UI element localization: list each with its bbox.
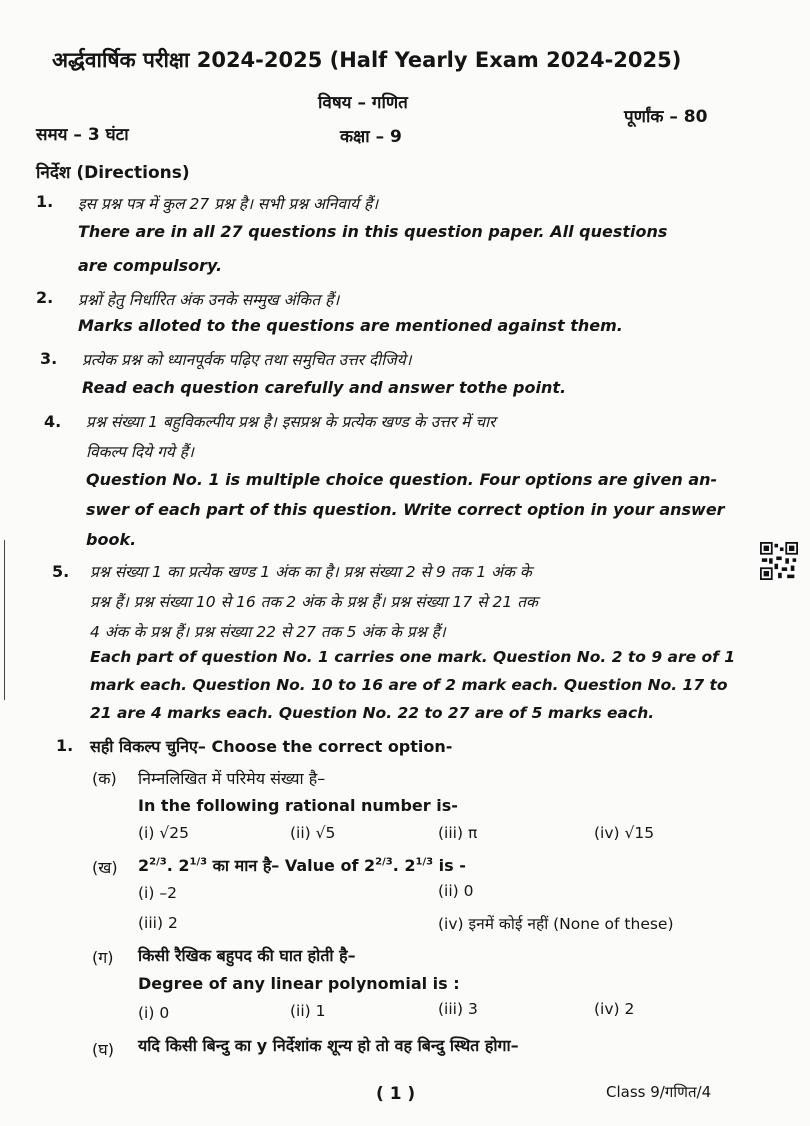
direction-number: 4. [44,412,62,431]
part-label: (घ) [92,1040,114,1059]
direction-hindi: प्रत्येक प्रश्न को ध्यानपूर्वक पढ़िए तथा समुचित उत्तर दीजिये। [82,351,412,369]
part-question-hindi: यदि किसी बिन्दु का y निर्देशांक शून्य हो तो वह बिन्दु स्थित होगा– [138,1036,519,1055]
exam-title: अर्द्धवार्षिक परीक्षा 2024-2025 (Half Yearly Exam 2024-2025) [52,48,682,72]
direction-hindi: प्रश्न संख्या 1 बहुविकल्पीय प्रश्न है। इसप्रश्न के प्रत्येक खण्ड के उत्तर में चार [86,413,496,431]
part-question-hindi: किसी रैखिक बहुपद की घात होती है– [138,946,356,965]
option: (iii) 3 [438,1000,478,1018]
direction-hindi: प्रश्न संख्या 1 का प्रत्येक खण्ड 1 अंक का है। प्रश्न संख्या 2 से 9 तक 1 अंक के [90,563,532,581]
paper-code: Class 9/गणित/4 [606,1083,712,1101]
direction-english: swer of each part of this question. Write correct option in your answer [86,500,725,519]
time-label: समय – 3 घंटा [36,125,129,145]
direction-english: 21 are 4 marks each. Question No. 22 to 27 are of 5 marks each. [90,704,655,722]
direction-english: Each part of question No. 1 carries one mark. Question No. 2 to 9 are of 1 [90,648,736,666]
direction-number: 1. [36,192,54,211]
question-prompt: सही विकल्प चुनिए– Choose the correct option- [90,737,453,756]
direction-english: are compulsory. [78,256,223,275]
part-label: (ग) [92,948,114,967]
part-question-hindi: निम्नलिखित में परिमेय संख्या है– [138,769,326,788]
part-question-english: In the following rational number is- [138,796,458,815]
part-question-english: Degree of any linear polynomial is : [138,974,460,993]
direction-english: Read each question carefully and answer tothe point. [82,378,567,397]
direction-number: 2. [36,288,54,307]
max-marks-label: पूर्णांक – 80 [624,107,708,127]
qr-code-icon [760,542,798,580]
direction-number: 5. [52,562,70,581]
subject-label: विषय – गणित [318,93,408,113]
direction-hindi: विकल्प दिये गये हैं। [86,443,194,461]
directions-heading: निर्देश (Directions) [36,163,190,183]
direction-hindi: इस प्रश्न पत्र में कुल 27 प्रश्न है। सभी प्रश्न अनिवार्य हैं। [78,195,379,213]
option: (ii) √5 [290,824,336,842]
part-question-expression: $2^{2/3}$. $2^{1/3}$ का मान है– Value of $2^{2/3}$. $2^{1/3}$ is - [138,856,466,875]
scan-edge-mark [4,540,5,700]
option: (i) 0 [138,1004,170,1022]
option: (iii) 2 [138,914,178,932]
option: (ii) 1 [290,1002,326,1020]
direction-hindi: 4 अंक के प्रश्न हैं। प्रश्न संख्या 22 से 27 तक 5 अंक के प्रश्न हैं। [90,623,446,641]
part-label: (ख) [92,858,118,877]
direction-hindi: प्रश्नों हेतु निर्धारित अंक उनके सम्मुख अंकित हैं। [78,291,340,309]
page-number: ( 1 ) [376,1084,416,1104]
part-label: (क) [92,769,117,788]
option: (iv) इनमें कोई नहीं (None of these) [438,915,674,933]
direction-english: Marks alloted to the questions are mentioned against them. [78,316,623,335]
direction-english: book. [86,530,137,549]
direction-english: There are in all 27 questions in this question paper. All questions [78,222,668,241]
direction-number: 3. [40,349,58,368]
direction-english: mark each. Question No. 10 to 16 are of 2 mark each. Question No. 17 to [90,676,728,694]
option: (i) √25 [138,824,189,842]
direction-hindi: प्रश्न हैं। प्रश्न संख्या 10 से 16 तक 2 अंक के प्रश्न हैं। प्रश्न संख्या 17 से 21 तक [90,593,538,611]
option: (iv) 2 [594,1000,635,1018]
option: (iv) √15 [594,824,655,842]
option: (iii) π [438,824,478,842]
class-label: कक्षा – 9 [340,127,402,147]
option: (ii) 0 [438,882,474,900]
direction-english: Question No. 1 is multiple choice question. Four options are given an- [86,470,718,489]
question-number: 1. [56,736,74,755]
option: (i) –2 [138,884,177,902]
